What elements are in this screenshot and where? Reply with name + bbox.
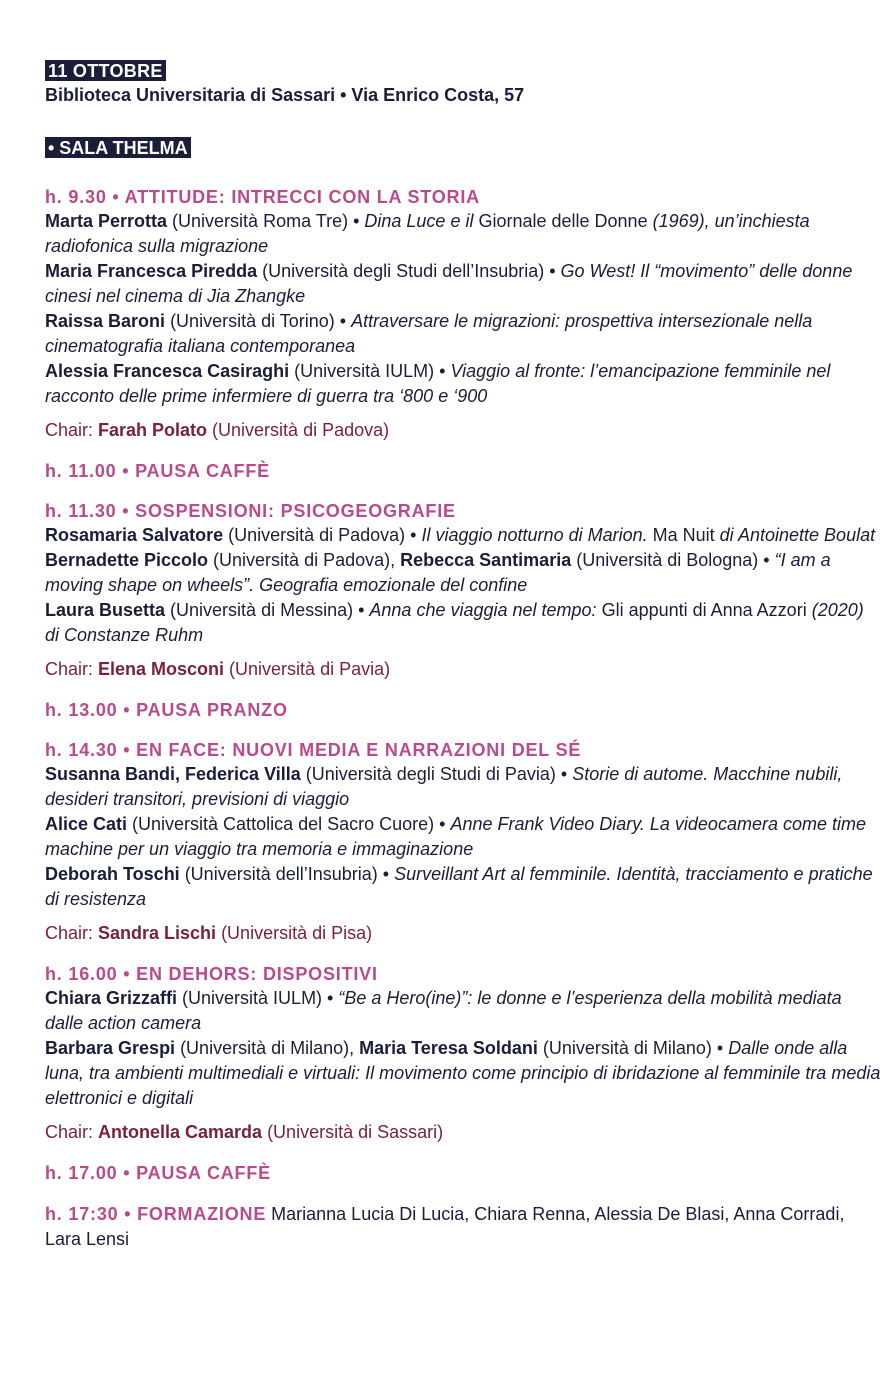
talk-title: Anne Frank Video Diary. La videocamera come time machine per un viaggio tra memoria e immaginazione (45, 814, 866, 859)
talk-title: Dina Luce e il (364, 211, 479, 231)
talk-title: Attraversare le migrazioni: prospettiva intersezionale nella cinematografia italiana contemporanea (45, 311, 813, 356)
talk-title: Surveillant Art al femminile. Identità, tracciamento e pratiche di resistenza (45, 864, 873, 909)
talk-title: Go West! Il “movimento” delle donne cinesi nel cinema di Jia Zhangke (45, 261, 853, 306)
talk-entry (45, 762, 882, 812)
chair-affiliation: (Università di Pavia) (224, 659, 391, 679)
talk-entry (45, 986, 882, 1036)
talk-title: Storie di autome. Macchine nubili, desideri transitori, previsioni di viaggio (45, 764, 843, 809)
room-badge: • SALA THELMA (45, 137, 191, 158)
chair-affiliation: (Università di Padova) (207, 420, 390, 440)
talk-title-rest: di Antoinette Boulat (714, 525, 876, 545)
chair-label: Chair: (45, 923, 99, 943)
speaker-affiliation-2: (Università di Milano) • (537, 1038, 729, 1058)
speaker-name: Susanna Bandi, Federica Villa (45, 764, 301, 784)
talk-entry (45, 548, 882, 598)
lunch-break: h. 13.00 • PAUSA PRANZO (45, 700, 288, 720)
trainer-names: Marianna Lucia Di Lucia, Chiara Renna, Alessia De Blasi, Anna Corradi, Lara Lensi (45, 1204, 845, 1249)
talk-title: “Be a Hero(ine)”: le donne e l’esperienza della mobilità mediata dalle action camera (45, 988, 842, 1033)
speaker-affiliation: (Università di Padova) • (223, 525, 422, 545)
speaker-affiliation: (Università dell’Insubria) • (179, 864, 395, 884)
date-badge: 11 OTTOBRE (45, 60, 166, 81)
talk-title: Anna che viaggia nel tempo: (369, 600, 602, 620)
talk-title-rest: (1969), un’inchiesta radiofonica sulla migrazione (45, 211, 810, 256)
speaker-name: Marta Perrotta (45, 211, 168, 231)
talk-title-plain: Ma Nuit (652, 525, 715, 545)
talk-entry (45, 812, 882, 862)
chair-affiliation: (Università di Sassari) (262, 1122, 444, 1142)
chair-label: Chair: (45, 420, 99, 440)
speaker-affiliation: (Università degli Studi dell’Insubria) • (257, 261, 561, 281)
coffee-break: h. 17.00 • PAUSA CAFFÈ (45, 1163, 271, 1183)
chair-affiliation: (Università di Pisa) (216, 923, 373, 943)
speaker-affiliation: (Università IULM) • (177, 988, 339, 1008)
speaker-affiliation: (Università Cattolica del Sacro Cuore) • (127, 814, 451, 834)
session-en-face (45, 739, 882, 946)
talk-title-plain: Giornale delle Donne (478, 211, 648, 231)
session-title: h. 14.30 • EN FACE: NUOVI MEDIA E NARRAZIONI DEL SÉ (45, 740, 582, 760)
speaker-affiliation: (Università Roma Tre) • (167, 211, 365, 231)
coffee-break: h. 11.00 • PAUSA CAFFÈ (45, 461, 270, 481)
speaker-affiliation-2: (Università di Bologna) • (571, 550, 775, 570)
speaker-affiliation: (Università di Messina) • (165, 600, 370, 620)
talk-title-plain: Gli appunti di Anna Azzori (601, 600, 807, 620)
session-chair (45, 1120, 882, 1145)
chair-name: Elena Mosconi (98, 659, 225, 679)
talk-title: Viaggio al fronte: l’emancipazione femminile nel racconto delle prime infermiere di guerra tra ‘800 e ‘900 (45, 361, 831, 406)
speaker-name-2: Maria Teresa Soldani (359, 1038, 538, 1058)
venue-line: Biblioteca Universitaria di Sassari • Via Enrico Costa, 57 (45, 85, 525, 105)
speaker-name: Alice Cati (45, 814, 128, 834)
session-title: h. 16.00 • EN DEHORS: DISPOSITIVI (45, 964, 378, 984)
session-formazione (45, 1202, 882, 1252)
session-chair (45, 921, 882, 946)
talk-title: Dalle onde alla luna, tra ambienti multimediali e virtuali: Il movimento come principio di ibridazione al femminile tra media elettronici e digitali (45, 1038, 881, 1108)
speaker-affiliation: (Università di Padova), (208, 550, 401, 570)
talk-title: Il viaggio notturno di Marion. (421, 525, 653, 545)
talk-entry (45, 209, 882, 259)
speaker-name: Raissa Baroni (45, 311, 166, 331)
speaker-affiliation: (Università IULM) • (289, 361, 451, 381)
speaker-affiliation: (Università degli Studi di Pavia) • (300, 764, 573, 784)
sessions (45, 186, 882, 1252)
talk-title-rest: (2020) di Constanze Ruhm (45, 600, 864, 645)
chair-name: Sandra Lischi (98, 923, 217, 943)
speaker-name: Rosamaria Salvatore (45, 525, 224, 545)
session-sospensioni (45, 500, 882, 682)
chair-label: Chair: (45, 1122, 99, 1142)
talk-title: “I am a moving shape on wheels”. Geografia emozionale del confine (45, 550, 831, 595)
talk-entry (45, 309, 882, 359)
speaker-name: Laura Busetta (45, 600, 166, 620)
talk-entry (45, 523, 882, 548)
speaker-affiliation: (Università di Torino) • (165, 311, 352, 331)
session-title: h. 9.30 • ATTITUDE: INTRECCI CON LA STORIA (45, 187, 480, 207)
talk-entry (45, 259, 882, 309)
speaker-name: Bernadette Piccolo (45, 550, 209, 570)
session-chair (45, 418, 882, 443)
talk-entry (45, 598, 882, 648)
speaker-name-2: Rebecca Santimaria (400, 550, 572, 570)
session-chair (45, 657, 882, 682)
talk-entry (45, 862, 882, 912)
speaker-affiliation: (Università di Milano), (175, 1038, 360, 1058)
speaker-name: Barbara Grespi (45, 1038, 176, 1058)
session-attitude (45, 186, 882, 443)
speaker-name: Chiara Grizzaffi (45, 988, 178, 1008)
chair-name: Antonella Camarda (98, 1122, 263, 1142)
talk-entry (45, 1036, 882, 1111)
speaker-name: Alessia Francesca Casiraghi (45, 361, 290, 381)
speaker-name: Maria Francesca Piredda (45, 261, 258, 281)
chair-label: Chair: (45, 659, 99, 679)
session-title: h. 11.30 • SOSPENSIONI: PSICOGEOGRAFIE (45, 501, 456, 521)
session-en-dehors (45, 963, 882, 1145)
session-title: h. 17:30 • FORMAZIONE (45, 1204, 267, 1224)
talk-entry (45, 359, 882, 409)
chair-name: Farah Polato (98, 420, 208, 440)
speaker-name: Deborah Toschi (45, 864, 180, 884)
